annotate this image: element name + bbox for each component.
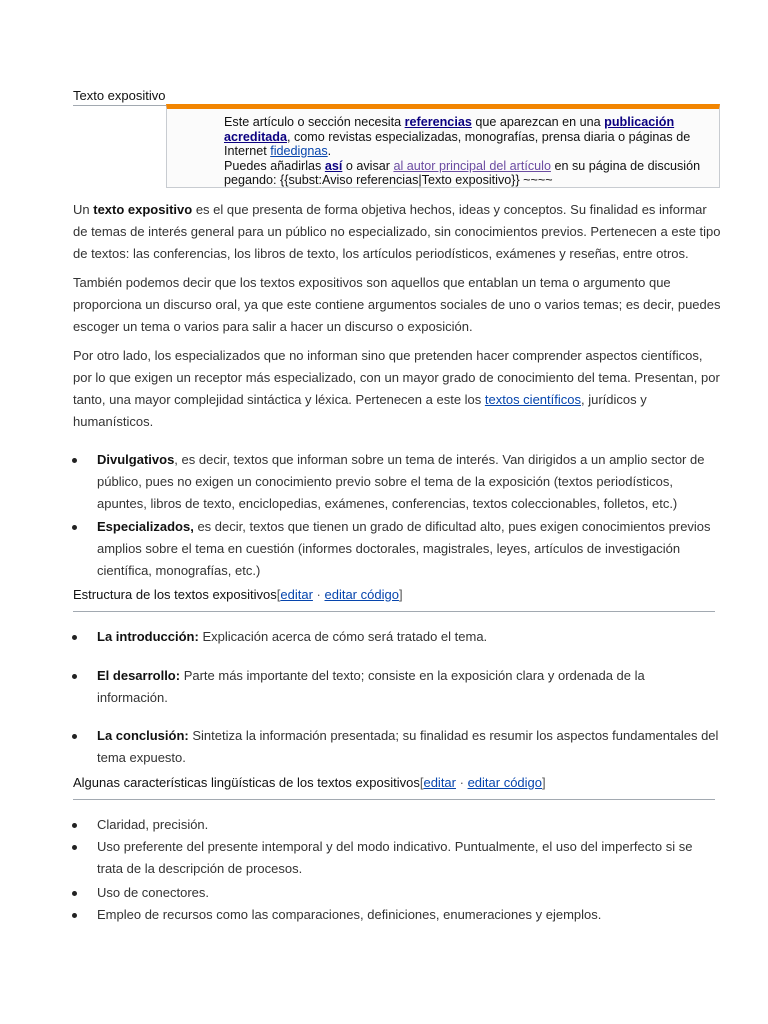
list-text: Uso preferente del presente intemporal y del modo indicativo. Puntualmente, el uso del imperfecto si se trata de la descripción de procesos. [97, 839, 693, 876]
list-text: Explicación acerca de cómo será tratado el tema. [198, 629, 488, 644]
link-textos-cientificos[interactable]: textos científicos [484, 392, 581, 407]
list-text: Sintetiza la información presentada; su finalidad es resumir los aspectos fundamentales del tema expuesto. [97, 728, 719, 765]
section-heading-caracteristicas [73, 775, 715, 800]
list-item-divulgativos [97, 449, 719, 515]
list-item-especializados [97, 516, 719, 582]
section-title: Estructura de los textos expositivos [73, 587, 277, 602]
edit-link[interactable]: editar [423, 775, 456, 790]
edit-link[interactable]: editar [280, 587, 313, 602]
list-text: Claridad, precisión. [97, 817, 209, 832]
notice-text-part: . [327, 144, 332, 158]
list-item-desarrollo [97, 665, 719, 709]
notice-text-part: que aparezcan en una [471, 115, 605, 129]
notice-text-part: Este artículo o sección necesita [224, 115, 405, 129]
list-item-introduccion [97, 626, 719, 648]
list-item-feature [97, 882, 719, 904]
bullet-icon [72, 891, 77, 896]
notice-text [224, 115, 716, 188]
edit-code-link[interactable]: editar código [324, 587, 399, 602]
bullet-icon [72, 913, 77, 918]
paragraph-text: Un [73, 202, 94, 217]
link-fidedignas[interactable]: fidedignas [270, 144, 328, 158]
list-item-feature [97, 904, 719, 926]
document-title: Texto expositivo [73, 88, 718, 106]
paragraph-intro [73, 199, 721, 265]
paragraph-second: También podemos decir que los textos expositivos son aquellos que entablan un tema o argumento que proporciona un discurso oral, ya que este contiene argumentos sociales de uno o varios temas; es decir, puedes escoger un tema o varios para salir a hacer un discurso o exposición. [73, 275, 721, 334]
bullet-icon [72, 458, 77, 463]
link-autor-principal[interactable]: al autor principal del artículo [393, 158, 551, 173]
notice-text-part: o avisar [342, 158, 394, 173]
list-text: es decir, textos que tienen un grado de dificultad alto, pues exigen conocimientos previos amplios sobre el tema en cuestión (informes doctorales, magistrales, leyes, artículos de investigación científica, monografías, etc.) [97, 519, 711, 578]
notice-text-part: Puedes añadirlas [224, 158, 325, 173]
link-referencias[interactable]: referencias [404, 115, 472, 129]
list-term: Especializados, [97, 519, 194, 534]
paragraph-text: es el que presenta de forma objetiva hechos, ideas y conceptos. Su finalidad es informar de temas de interés general para un público no especializado, sin conocimientos previos. Pertenecen a este tipo de textos: las conferencias, los libros de texto, los artículos periodísticos, exámenes y reseñas, entre otros. [73, 202, 721, 261]
list-text: Empleo de recursos como las comparaciones, definiciones, enumeraciones y ejemplos. [97, 907, 602, 922]
bullet-icon [72, 734, 77, 739]
section-title: Algunas características lingüísticas de los textos expositivos [73, 775, 420, 790]
separator: · [456, 775, 468, 790]
paragraph-text: Por otro lado, los especializados que no informan sino que pretenden hacer comprender aspectos científicos, por lo que exigen un receptor más especializado, con un mayor grado de conocimiento del tema. Presentan, por tanto, una mayor complejidad sintáctica y léxica. Pertenecen a este los [73, 348, 720, 407]
edit-code-link[interactable]: editar código [467, 775, 543, 790]
bullet-icon [72, 635, 77, 640]
paragraph-third [73, 345, 721, 433]
bullet-icon [72, 845, 77, 850]
notice-text-part: , como revistas especializadas, monografías, prensa diaria o páginas de Internet [224, 129, 691, 158]
link-publicacion-acreditada[interactable]: publicación acreditada [224, 115, 675, 144]
term-texto-expositivo: texto expositivo [93, 202, 193, 217]
paragraph-text: , jurídicos y humanísticos. [73, 392, 647, 429]
list-term: El desarrollo: [97, 668, 181, 683]
bullet-icon [72, 525, 77, 530]
list-term: Divulgativos [97, 452, 175, 467]
list-item-feature [97, 814, 719, 836]
notice-text-part: en su página de discusión pegando: {{subst:Aviso referencias|Texto expositivo}} ~~~~ [224, 158, 701, 187]
bullet-icon [72, 674, 77, 679]
separator: · [312, 587, 325, 602]
bracket: ] [542, 775, 546, 790]
bullet-icon [72, 823, 77, 828]
list-text: Parte más importante del texto; consiste en la exposición clara y ordenada de la información. [97, 668, 645, 705]
references-notice-box [166, 104, 720, 188]
list-item-conclusion [97, 725, 719, 769]
list-text: Uso de conectores. [97, 885, 210, 900]
list-term: La conclusión: [97, 728, 189, 743]
bracket: [ [276, 587, 281, 602]
list-text: , es decir, textos que informan sobre un tema de interés. Van dirigidos a un amplio sector de público, pues no exigen un conocimiento previo sobre el tema de la exposición (textos periodísticos, apuntes, libros de texto, enciclopedias, exámenes, conferencias, textos coleccionables, folletos, etc.) [97, 452, 705, 511]
bracket: [ [419, 775, 424, 790]
list-term: La introducción: [97, 629, 199, 644]
section-heading-estructura [73, 587, 715, 612]
list-item-feature [97, 836, 719, 880]
bracket: ] [398, 587, 403, 602]
link-asi[interactable]: así [324, 158, 343, 173]
